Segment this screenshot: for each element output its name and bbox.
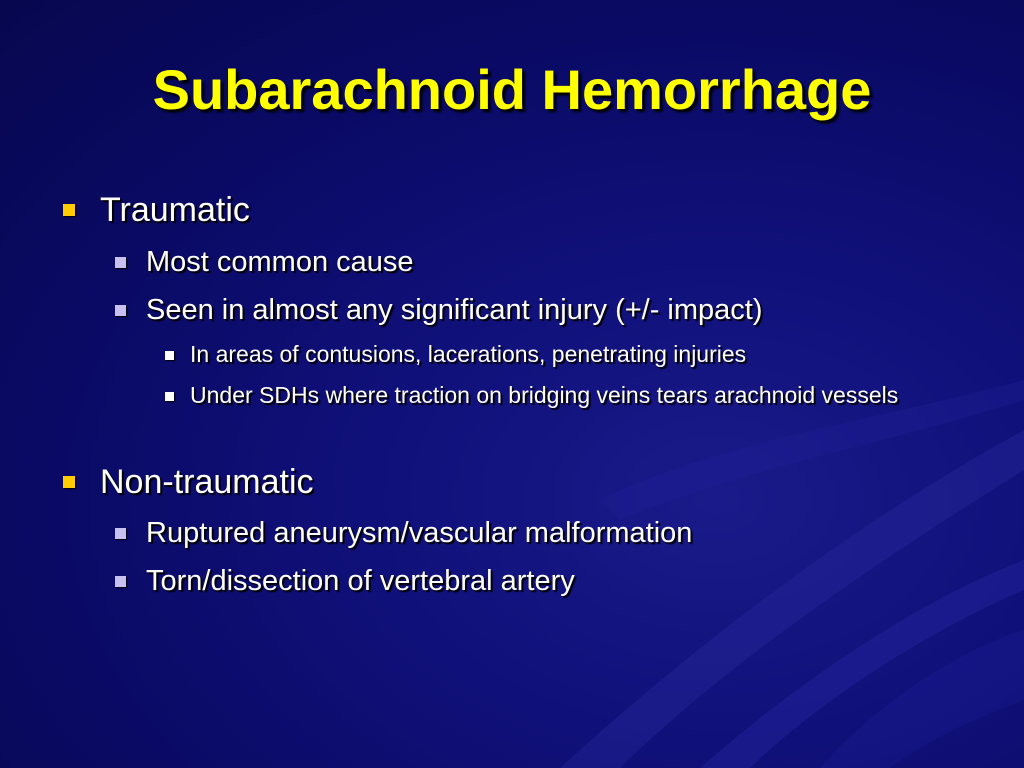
square-bullet-icon	[115, 576, 126, 587]
bullet-text: Under SDHs where traction on bridging veins tears arachnoid vessels	[190, 382, 899, 408]
bullet-text: Ruptured aneurysm/vascular malformation	[146, 517, 693, 549]
square-bullet-icon	[115, 528, 126, 539]
slide-title: Subarachnoid Hemorrhage	[152, 58, 872, 121]
bullet-text: Seen in almost any significant injury (+/- impact)	[146, 294, 763, 326]
square-bullet-icon	[115, 305, 126, 316]
square-bullet-icon	[165, 392, 174, 401]
sub-bullet-most-common-cause	[146, 245, 414, 280]
square-bullet-icon	[63, 476, 75, 488]
bullet-text: Most common cause	[146, 246, 414, 278]
bullet-traumatic	[100, 190, 250, 231]
square-bullet-icon	[165, 351, 174, 360]
sub-bullet-vertebral-artery	[146, 564, 575, 599]
sub-bullet-ruptured-aneurysm	[146, 516, 692, 551]
sub-sub-bullet-contusions	[190, 341, 980, 369]
sub-sub-bullet-sdhs	[190, 382, 980, 410]
sub-bullet-seen-in-injury	[146, 293, 763, 328]
bullet-text: Torn/dissection of vertebral artery	[146, 565, 575, 597]
bullet-text: Non-traumatic	[100, 463, 314, 501]
square-bullet-icon	[63, 204, 75, 216]
square-bullet-icon	[115, 257, 126, 268]
bullet-text: In areas of contusions, lacerations, penetrating injuries	[190, 341, 747, 367]
bullet-non-traumatic	[100, 462, 314, 503]
bullet-text: Traumatic	[100, 191, 250, 229]
